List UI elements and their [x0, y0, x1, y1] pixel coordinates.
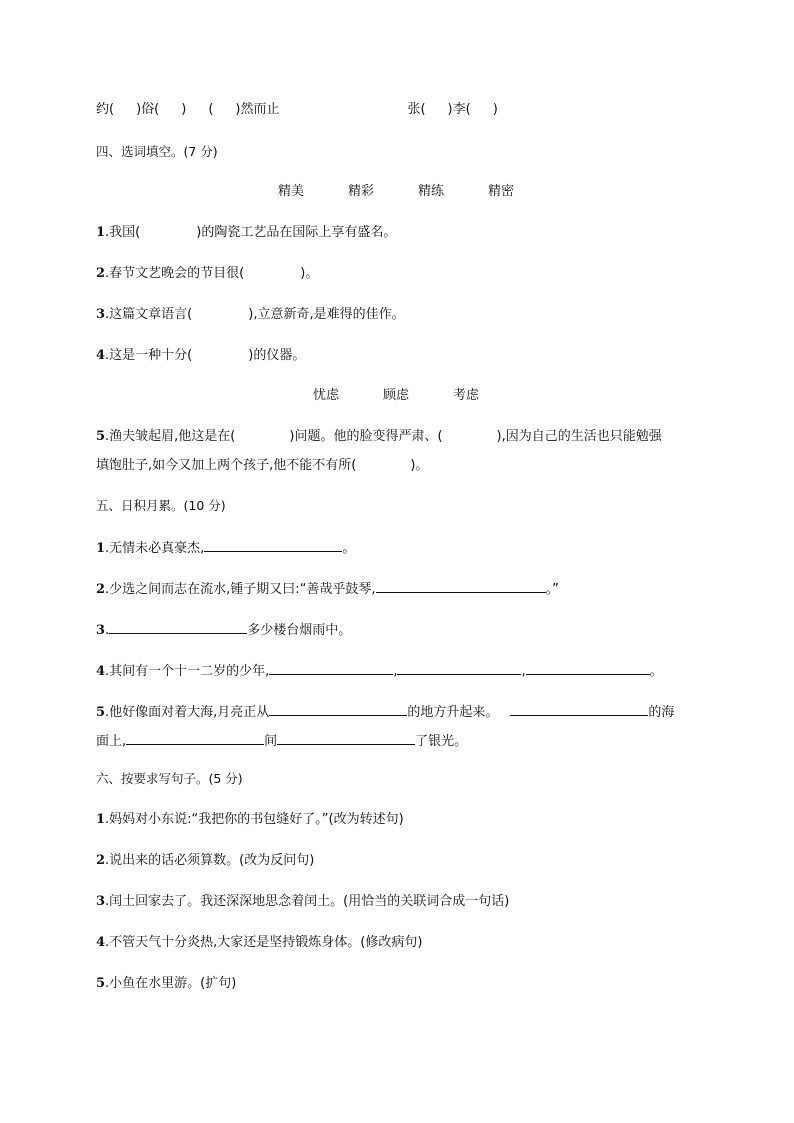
question-text: .这篇文章语言( [105, 307, 193, 322]
question-6-2 [96, 852, 716, 870]
idiom-text: )然而止 [235, 102, 280, 117]
answer-blank[interactable] [126, 731, 264, 745]
answer-blank[interactable] [109, 620, 247, 634]
question-text: )的陶瓷工艺品在国际上享有盛名。 [196, 225, 397, 240]
question-text: .闰土回家去了。我还深深地思念着闰土。(用恰当的关联词合成一句话) [105, 894, 510, 909]
question-number: 1 [96, 225, 106, 240]
question-text: .无情未必真豪杰, [105, 541, 205, 556]
question-4-1 [96, 224, 716, 242]
question-text: )。 [410, 458, 429, 473]
question-text: 面上, [96, 734, 127, 749]
question-text: ),因为自己的生活也只能勉强 [496, 429, 662, 444]
question-5-2 [96, 579, 716, 599]
question-text: , [393, 664, 398, 679]
question-text: )。 [300, 266, 319, 281]
word-option: 精密 [488, 184, 515, 199]
question-text: .妈妈对小东说:“我把你的书包缝好了。”(改为转述句) [105, 812, 404, 827]
question-text: , [521, 664, 526, 679]
question-4-3 [96, 306, 716, 324]
section-heading: 四、选词填空。(7 分) [96, 144, 218, 159]
answer-blank[interactable] [277, 731, 415, 745]
word-option: 精练 [418, 184, 445, 199]
question-text: 。 [342, 541, 356, 556]
idiom-row [96, 101, 716, 119]
question-text: 。 [649, 664, 663, 679]
question-6-3 [96, 893, 716, 911]
question-number: 2 [96, 853, 106, 868]
question-text: ),立意新奇,是难得的佳作。 [248, 307, 405, 322]
question-5-5 [96, 702, 716, 722]
question-text: .我国( [105, 225, 141, 240]
answer-blank[interactable] [204, 538, 342, 552]
question-text: 多少楼台烟雨中。 [247, 623, 352, 638]
question-text: 了银光。 [415, 734, 468, 749]
question-4-4 [96, 347, 716, 365]
question-text: 的地方升起来。 [407, 705, 499, 720]
question-4-2 [96, 265, 716, 283]
question-6-1 [96, 811, 716, 829]
question-4-5-cont [96, 457, 716, 475]
question-4-5 [96, 428, 716, 446]
idiom-text: 约( [96, 102, 115, 117]
question-6-5 [96, 975, 716, 993]
question-text: .不管天气十分炎热,大家还是坚持锻炼身体。(修改病句) [105, 935, 423, 950]
answer-blank[interactable] [269, 661, 393, 675]
question-text: .其间有一个十一二岁的少年, [105, 664, 270, 679]
question-text: .这是一种十分( [105, 348, 193, 363]
question-text: 填饱肚子,如今又加上两个孩子,他不能不有所( [96, 458, 357, 473]
question-5-5-cont [96, 731, 716, 751]
question-text: )的仪器。 [248, 348, 306, 363]
section-heading: 六、按要求写句子。(5 分) [96, 771, 243, 786]
answer-blank[interactable] [510, 702, 648, 716]
word-option: 精彩 [348, 184, 375, 199]
question-number: 5 [96, 705, 106, 720]
question-number: 4 [96, 348, 106, 363]
idiom-text: ) [181, 102, 187, 117]
question-number: 4 [96, 935, 106, 950]
question-number: 5 [96, 429, 106, 444]
answer-blank[interactable] [526, 661, 650, 675]
question-5-3 [96, 620, 716, 640]
question-number: 2 [96, 582, 106, 597]
word-option: 顾虑 [383, 388, 410, 403]
question-text: .说出来的话必须算数。(改为反问句) [105, 853, 315, 868]
question-number: 3 [96, 894, 106, 909]
section-heading: 五、日积月累。(10 分) [96, 498, 226, 513]
question-text: .少选之间而志在流水,锺子期又曰:“善哉乎鼓琴, [105, 582, 376, 597]
question-text: 间 [264, 734, 278, 749]
question-text: 。” [545, 582, 559, 597]
question-text: . [105, 623, 110, 638]
question-number: 3 [96, 307, 106, 322]
word-option: 忧虑 [313, 388, 340, 403]
idiom-text: )李( [447, 102, 471, 117]
answer-blank[interactable] [376, 579, 546, 593]
question-text: 的海 [648, 705, 675, 720]
idiom-text: ( [208, 102, 214, 117]
question-number: 1 [96, 541, 106, 556]
question-text: .春节文艺晚会的节目很( [105, 266, 245, 281]
question-text: )问题。他的脸变得严肃、( [289, 429, 443, 444]
answer-blank[interactable] [397, 661, 521, 675]
question-number: 2 [96, 266, 106, 281]
word-option: 考虑 [453, 388, 480, 403]
question-text: .小鱼在水里游。(扩句) [105, 976, 237, 991]
idiom-text: ) [492, 102, 498, 117]
question-5-1 [96, 538, 716, 558]
question-number: 1 [96, 812, 106, 827]
question-6-4 [96, 934, 716, 952]
question-number: 4 [96, 664, 106, 679]
question-text: .他好像面对着大海,月亮正从 [105, 705, 270, 720]
idiom-text: )俗( [136, 102, 160, 117]
question-number: 3 [96, 623, 106, 638]
question-number: 5 [96, 976, 106, 991]
question-5-4 [96, 661, 716, 681]
word-option: 精美 [278, 184, 305, 199]
question-text: .渔夫皱起眉,他这是在( [105, 429, 236, 444]
answer-blank[interactable] [269, 702, 407, 716]
idiom-text: 张( [407, 102, 426, 117]
